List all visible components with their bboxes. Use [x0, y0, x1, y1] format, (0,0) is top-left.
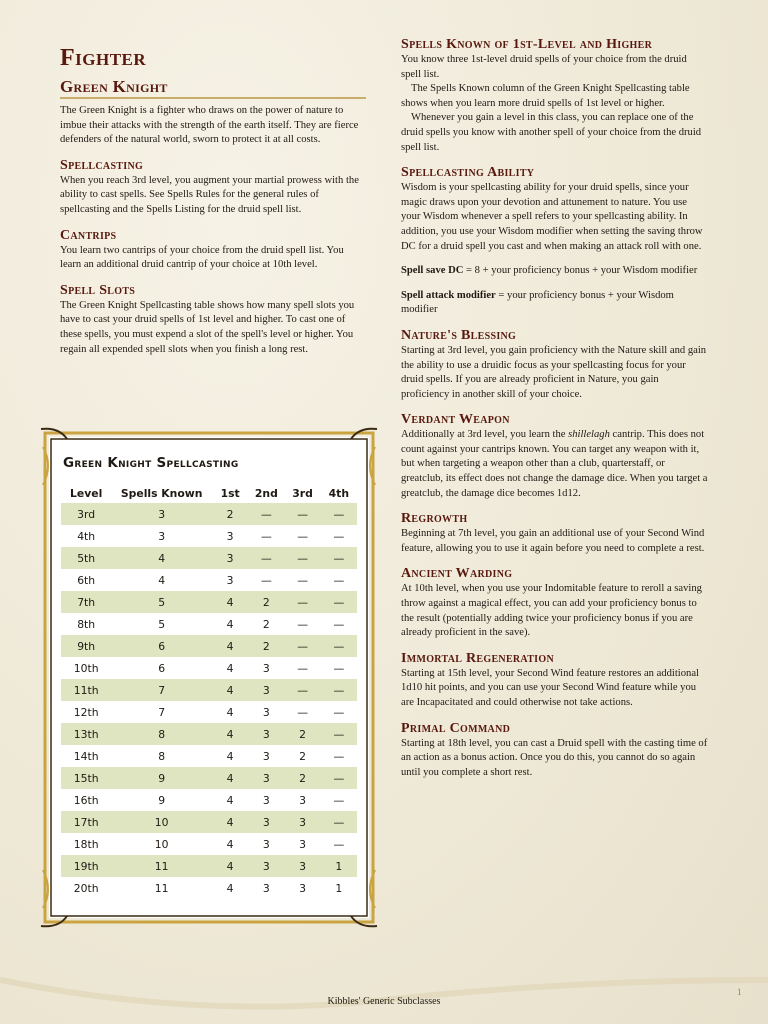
verdant-weapon-pre: Additionally at 3rd level, you learn the — [401, 429, 569, 441]
spell-attack-formula: = your proficiency bonus + your Wisdom modifier — [401, 289, 674, 316]
cell-slot-1st: 2 — [212, 503, 248, 525]
spell-save-formula: = 8 + your proficiency bonus + your Wisdom modifier — [463, 265, 698, 277]
table-row — [61, 591, 357, 613]
spells-known-p1: You know three 1st-level druid spells of your choice from the druid spell list. — [401, 54, 687, 80]
page-title: Fighter — [60, 45, 147, 71]
table-row — [61, 657, 357, 679]
cell-spells-known: 7 — [111, 679, 212, 701]
spell-attack-label: Spell attack modifier — [401, 289, 496, 301]
cell-slot-2nd: 3 — [248, 855, 284, 877]
cell-slot-4th: 1 — [321, 855, 357, 877]
cell-spells-known: 3 — [111, 503, 212, 525]
spellcasting-table-frame — [39, 425, 379, 930]
cell-spells-known: 8 — [158, 749, 166, 763]
cell-slot-4th: — — [321, 635, 357, 657]
cell-level: 5th — [61, 547, 111, 569]
cell-slot-1st: 4 — [212, 679, 248, 701]
cell-level: 13th — [61, 723, 111, 745]
cell-slot-2nd: 3 — [248, 723, 284, 745]
cell-slot-2nd: 3 — [262, 837, 270, 851]
cell-level: 9th — [61, 635, 111, 657]
spellcasting-heading: Spellcasting — [60, 157, 144, 173]
cell-slot-4th: — — [321, 723, 357, 745]
natures-blessing-heading: Nature's Blessing — [401, 327, 517, 343]
table-row — [61, 833, 357, 855]
cell-slot-4th: — — [333, 661, 345, 675]
spellcasting-text: When you reach 3rd level, you augment your martial prowess with the ability to cast spells. See Spells Rules for the general rules of spellcasting and the Spells Listing for the druid spell list. — [60, 174, 359, 215]
cell-slot-3rd: — — [297, 573, 308, 587]
primal-command-text: Starting at 18th level, you can cast a Druid spell with the casting time of an action as a bonus action. Once you do this, you cannot do so again until you complete a short rest. — [401, 737, 708, 778]
cell-slot-3rd: — — [297, 661, 308, 675]
cell-slot-1st: 3 — [226, 529, 234, 543]
spell-slots-heading: Spell Slots — [60, 282, 136, 298]
cantrips-text: You learn two cantrips of your choice from the druid spell list. You learn an additional druid cantrip of your choice at 10th level. — [60, 244, 344, 271]
table-title: Green Knight Spellcasting — [63, 455, 239, 471]
cell-level: 18th — [73, 837, 99, 851]
cell-spells-known: 5 — [111, 591, 212, 613]
cell-slot-3rd: — — [284, 591, 320, 613]
spell-save-dc — [401, 264, 709, 279]
header-level: Level — [70, 486, 103, 500]
cell-level: 7th — [61, 591, 111, 613]
cell-slot-3rd: — — [284, 679, 320, 701]
cell-slot-1st: 4 — [212, 723, 248, 745]
header-1st: 1st — [220, 486, 240, 500]
cell-slot-3rd: 2 — [299, 749, 307, 763]
natures-blessing-text: Starting at 3rd level, you gain proficiency with the Nature skill and gain the ability to use a druidic focus as your spellcasting focus for your druid spells. If you are already proficient in Nature, you gain proficiency in another skill of your choice. — [401, 344, 707, 400]
footer-swirl-decoration — [0, 960, 768, 1024]
table-row — [61, 789, 357, 811]
verdant-weapon-heading: Verdant Weapon — [401, 412, 510, 428]
spell-slots-text: The Green Knight Spellcasting table shows how many spell slots you have to cast your druid spells of 1st level and higher. To cast one of these spells, you must expend a slot of the spell's level or higher. You regain all expended spell slots when you finish a long rest. — [60, 299, 355, 355]
cell-slot-3rd: — — [284, 503, 320, 525]
cell-slot-2nd: 2 — [262, 617, 270, 631]
cell-slot-3rd: 3 — [299, 837, 307, 851]
shillelagh-term: shillelagh — [568, 429, 610, 441]
cell-spells-known: 7 — [158, 705, 166, 719]
cell-level: 8th — [77, 617, 96, 631]
cell-slot-3rd: 2 — [284, 767, 320, 789]
cell-spells-known: 11 — [111, 855, 212, 877]
table-row — [61, 877, 357, 899]
cell-slot-2nd: 2 — [248, 591, 284, 613]
cell-slot-1st: 4 — [226, 749, 234, 763]
cell-slot-4th: — — [333, 573, 345, 587]
cell-slot-3rd: — — [297, 617, 308, 631]
cell-slot-2nd: 3 — [248, 811, 284, 833]
table-row — [61, 569, 357, 591]
cell-slot-3rd: 3 — [299, 793, 307, 807]
header-3rd: 3rd — [292, 486, 313, 500]
cell-slot-2nd: — — [260, 529, 272, 543]
subclass-title: Green Knight — [60, 77, 366, 99]
left-column — [60, 37, 366, 357]
cell-spells-known: 8 — [111, 723, 212, 745]
table-row — [61, 811, 357, 833]
cell-slot-1st: 4 — [212, 855, 248, 877]
cell-slot-4th: — — [321, 547, 357, 569]
cell-slot-2nd: 3 — [262, 705, 270, 719]
cell-slot-2nd: — — [248, 547, 284, 569]
cell-slot-1st: 4 — [226, 661, 234, 675]
spells-known-p3: Whenever you gain a level in this class, you can replace one of the druid spells you know with another spell of your choice from the druid spell list. — [401, 112, 702, 153]
cell-spells-known: 6 — [111, 635, 212, 657]
ancient-warding-heading: Ancient Warding — [401, 566, 513, 582]
cell-spells-known: 9 — [158, 793, 166, 807]
immortal-regeneration-text: Starting at 15th level, your Second Wind feature restores an additional 1d10 hit points, and you can use your Second Wind feature while you are Incapacitated and could otherwise not take actions. — [401, 667, 699, 708]
table-row — [61, 745, 357, 767]
cell-slot-4th: — — [333, 529, 345, 543]
cell-level: 19th — [61, 855, 111, 877]
cell-slot-2nd: 2 — [248, 635, 284, 657]
spells-known-p2: The Spells Known column of the Green Knight Spellcasting table shows when you learn more druid spells of 1st level or higher. — [401, 83, 690, 109]
ability-heading: Spellcasting Ability — [401, 165, 535, 181]
cell-spells-known: 6 — [158, 661, 166, 675]
cell-slot-1st: 4 — [212, 635, 248, 657]
cell-slot-4th: — — [321, 767, 357, 789]
verdant-weapon-post: cantrip. This does not count against your cantrips known. You can target any weapon with it, but when targeting a weapon other than a club, quarterstaff, or greatclub, its effect does not change the damage dice. When you target a greatclub, the damage dice becomes 1d12. — [401, 429, 708, 499]
header-spells-known: Spells Known — [120, 486, 203, 500]
cell-slot-4th: — — [333, 837, 345, 851]
spell-attack-modifier — [401, 289, 709, 318]
cell-slot-2nd: — — [260, 573, 272, 587]
cell-slot-4th: — — [333, 793, 345, 807]
cell-slot-1st: 4 — [226, 837, 234, 851]
cell-spells-known: 10 — [111, 811, 212, 833]
cell-slot-1st: 4 — [226, 793, 234, 807]
cell-slot-3rd: — — [284, 635, 320, 657]
primal-command-heading: Primal Command — [401, 720, 511, 736]
footer-text: Kibbles' Generic Subclasses — [327, 996, 441, 1007]
cell-slot-4th: — — [321, 811, 357, 833]
cell-level: 14th — [73, 749, 99, 763]
cell-level: 3rd — [61, 503, 111, 525]
cell-slot-4th: — — [321, 503, 357, 525]
table-header-row — [61, 483, 357, 503]
cell-slot-4th: — — [333, 705, 345, 719]
cell-slot-3rd: — — [297, 529, 308, 543]
immortal-regeneration-heading: Immortal Regeneration — [401, 650, 554, 666]
cell-slot-2nd: 3 — [262, 881, 270, 895]
cell-level: 6th — [77, 573, 96, 587]
cell-slot-2nd: 3 — [248, 767, 284, 789]
table-row — [61, 855, 357, 877]
cell-slot-3rd: 3 — [299, 881, 307, 895]
table-body — [61, 503, 357, 899]
cell-slot-2nd: — — [248, 503, 284, 525]
intro-text: The Green Knight is a fighter who draws on the power of nature to imbue their attacks with the strength of the earth itself. They are fierce defenders of the natural world, sworn to protect it at all costs. — [60, 105, 359, 146]
cell-slot-1st: 3 — [212, 547, 248, 569]
table-row — [61, 503, 357, 525]
cell-spells-known: 9 — [111, 767, 212, 789]
cell-level: 4th — [77, 529, 96, 543]
cell-slot-3rd: 3 — [284, 811, 320, 833]
table-row — [61, 701, 357, 723]
cell-slot-1st: 4 — [212, 811, 248, 833]
cell-spells-known: 5 — [158, 617, 166, 631]
right-column — [401, 37, 709, 780]
cell-slot-4th: — — [333, 617, 345, 631]
regrowth-heading: Regrowth — [401, 511, 468, 527]
cell-slot-1st: 4 — [226, 705, 234, 719]
cell-slot-1st: 4 — [226, 617, 234, 631]
cell-slot-3rd: — — [284, 547, 320, 569]
cell-slot-1st: 4 — [212, 767, 248, 789]
ability-text: Wisdom is your spellcasting ability for your druid spells, since your magic draws upon your devotion and attunement to nature. You use your Wisdom whenever a spell refers to your spellcasting ability. In addition, you use your Wisdom modifier when setting the saving throw DC for a druid spell you cast and when making an attack roll with one. — [401, 182, 703, 252]
cell-slot-2nd: 3 — [262, 749, 270, 763]
regrowth-text: Beginning at 7th level, you gain an additional use of your Second Wind feature, allowing you to use it again before you need to complete a rest. — [401, 528, 705, 554]
table-row — [61, 723, 357, 745]
table-row — [61, 767, 357, 789]
ancient-warding-text: At 10th level, when you use your Indomitable feature to reroll a saving throw against a magical effect, you can add your proficiency bonus to the result (potentially adding twice your proficiency bonus if you are already proficient in the save). — [401, 583, 702, 639]
cell-slot-2nd: 3 — [262, 661, 270, 675]
cell-spells-known: 4 — [111, 547, 212, 569]
cell-level: 10th — [73, 661, 99, 675]
cell-slot-2nd: 3 — [262, 793, 270, 807]
table-row — [61, 635, 357, 657]
cell-slot-1st: 4 — [212, 591, 248, 613]
cell-spells-known: 3 — [158, 529, 166, 543]
cell-level: 15th — [61, 767, 111, 789]
cell-slot-1st: 3 — [226, 573, 234, 587]
cell-slot-3rd: 2 — [284, 723, 320, 745]
cell-slot-4th: — — [321, 591, 357, 613]
table-row — [61, 547, 357, 569]
cell-spells-known: 4 — [158, 573, 166, 587]
spell-save-label: Spell save DC — [401, 265, 464, 277]
page-number: 1 — [737, 987, 742, 997]
cell-slot-4th: — — [321, 679, 357, 701]
table-row — [61, 525, 357, 547]
cantrips-heading: Cantrips — [60, 227, 117, 243]
cell-spells-known: 10 — [154, 837, 169, 851]
cell-slot-4th: 1 — [335, 881, 343, 895]
verdant-weapon-text — [401, 428, 709, 501]
cell-slot-3rd: 3 — [284, 855, 320, 877]
cell-slot-1st: 4 — [226, 881, 234, 895]
table-row — [61, 613, 357, 635]
table-row — [61, 679, 357, 701]
cell-level: 20th — [73, 881, 99, 895]
spells-known-heading: Spells Known of 1st-Level and Higher — [401, 37, 653, 52]
header-4th: 4th — [328, 486, 350, 500]
cell-slot-3rd: — — [297, 705, 308, 719]
spellcasting-table-container — [61, 455, 357, 899]
spellcasting-table — [61, 483, 357, 899]
cell-level: 17th — [61, 811, 111, 833]
cell-level: 12th — [73, 705, 99, 719]
header-2nd: 2nd — [254, 486, 278, 500]
cell-level: 11th — [61, 679, 111, 701]
cell-level: 16th — [73, 793, 99, 807]
cell-slot-2nd: 3 — [248, 679, 284, 701]
cell-spells-known: 11 — [154, 881, 169, 895]
cell-slot-4th: — — [333, 749, 345, 763]
